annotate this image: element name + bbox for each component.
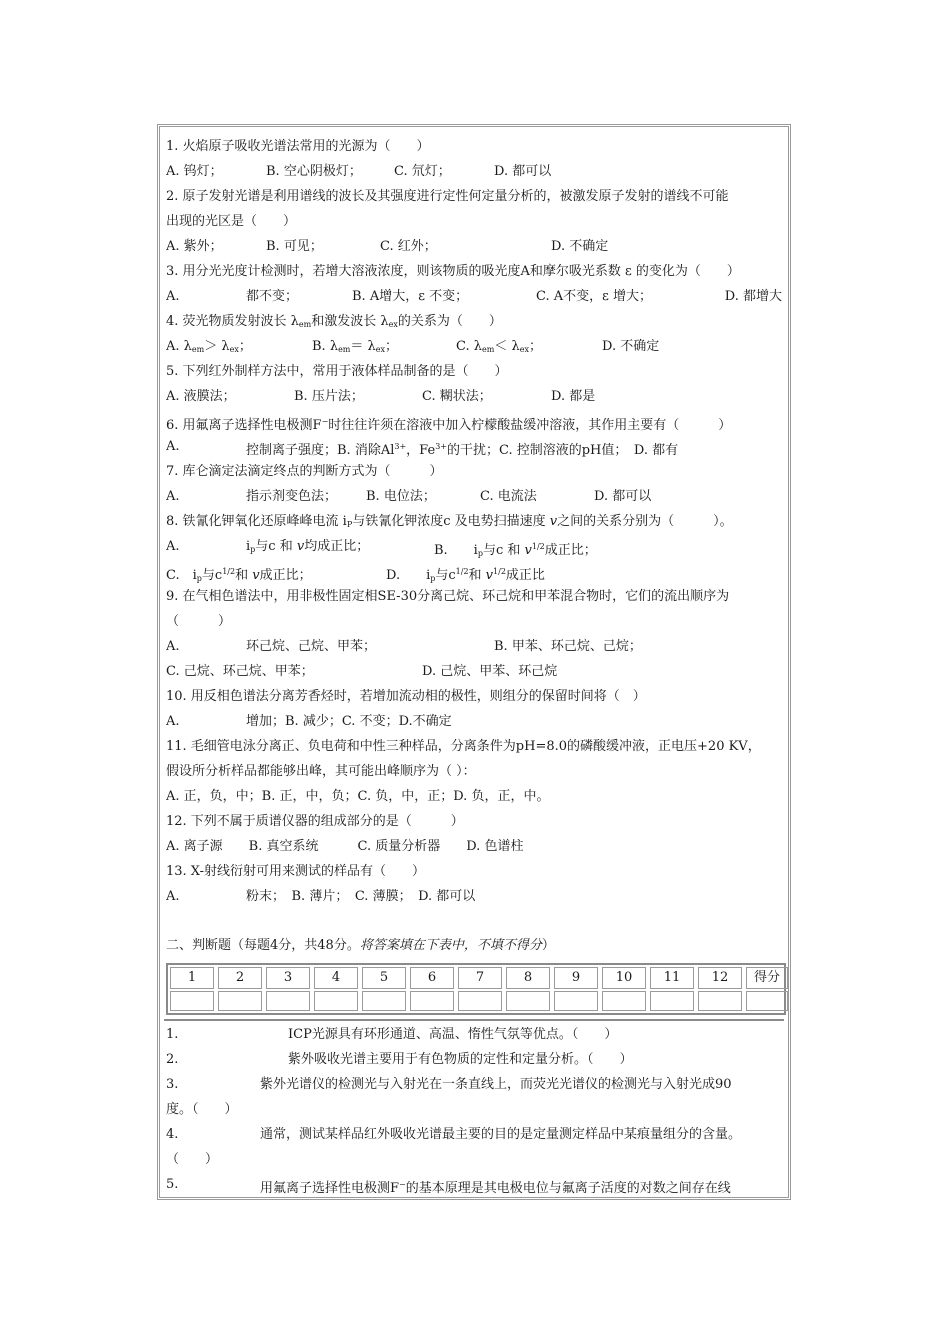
grid-answer-cell-3[interactable] [266, 991, 310, 1011]
exam-frame [157, 124, 791, 1200]
question-2-options: A. 紫外； B. 可见； C. 红外； D. 不确定 [166, 239, 609, 254]
question-5-options: A. 液膜法； B. 压片法； C. 糊状法； D. 都是 [166, 389, 596, 404]
tf-2: 2. 紫外吸收光谱主要用于有色物质的定性和定量分析。（ ） [166, 1052, 633, 1067]
grid-answer-cell-13[interactable] [746, 991, 788, 1011]
tf-5: 5. 用氟离子选择性电极测F−的基本原理是其电极电位与氟离子活度的对数之间存在线 [166, 1177, 731, 1196]
question-4-options: A. $\lambda_{em}> \lambda_{ex}$； B. $\lambda_{em}= \lambda_{ex}$； C. $\lambda_{em}< \lambda_{ex}$； D. 不确定 [166, 339, 660, 354]
grid-answer-cell-8[interactable] [506, 991, 550, 1011]
question-10: 10. 用反相色谱法分离芳香烃时，若增加流动相的极性，则组分的保留时间将（ ） [166, 689, 646, 704]
grid-header-10: 10 [602, 967, 646, 989]
grid-header-7: 7 [458, 967, 502, 989]
question-8: 8. 铁氰化钾氧化还原峰峰电流 $i_P$与铁氰化钾浓度c 及电势扫描速度 v之间的关系分别为（ ）。 [166, 514, 733, 529]
separator [164, 1019, 784, 1021]
grid-header-11: 11 [650, 967, 694, 989]
grid-answer-cell-1[interactable] [170, 991, 214, 1011]
tf-4-cont: （ ） [166, 1152, 219, 1167]
grid-header-12: 12 [698, 967, 742, 989]
question-11-options: A. 正，负，中；B. 正，中，负；C. 负，中，正；D. 负，正，中。 [166, 789, 550, 804]
grid-header-13: 得分 [746, 967, 788, 989]
question-9-options-cd: C. 己烷、环己烷、甲苯； D. 己烷、甲苯、环己烷 [166, 664, 558, 679]
question-5: 5. 下列红外制样方法中，常用于液体样品制备的是（ ） [166, 364, 508, 379]
question-4: 4. 荧光物质发射波长 $\lambda_{em}$和激发波长 $\lambda_{ex}$的关系为（ ） [166, 314, 502, 329]
question-7: 7. 库仑滴定法滴定终点的判断方式为（ ） [166, 464, 443, 479]
question-12-options: A. 离子源 B. 真空系统 C. 质量分析器 D. 色谱柱 [166, 839, 524, 854]
grid-header-9: 9 [554, 967, 598, 989]
grid-answer-cell-5[interactable] [362, 991, 406, 1011]
question-2-cont: 出现的光区是（ ） [166, 214, 297, 229]
grid-answer-cell-4[interactable] [314, 991, 358, 1011]
question-11-cont: 假设所分析样品都能够出峰，其可能出峰顺序为（ ）： [166, 764, 476, 779]
grid-answer-cell-10[interactable] [602, 991, 646, 1011]
question-8-options-ab: A. $i_p$与c 和 v均成正比； B. $i_p$与c 和 $v^{1/2}$成正比； [166, 539, 597, 558]
grid-header-8: 8 [506, 967, 550, 989]
question-9: 9. 在气相色谱法中，用非极性固定相SE-30分离己烷、环己烷和甲苯混合物时，它们的流出顺序为 [166, 589, 730, 604]
question-11: 11. 毛细管电泳分离正、负电荷和中性三种样品，分离条件为pH=8.0的磷酸缓冲液，正电压+20 KV， [166, 739, 761, 754]
question-1-options: A. 钨灯； B. 空心阴极灯； C. 氘灯； D. 都可以 [166, 164, 552, 179]
tf-3: 3. 紫外光谱仪的检测光与入射光在一条直线上，而荧光光谱仪的检测光与入射光成90 [166, 1077, 732, 1092]
grid-answer-cell-2[interactable] [218, 991, 262, 1011]
grid-header-3: 3 [266, 967, 310, 989]
section-2-heading: 二、判断题（每题4分，共48分。将答案填在下表中，不填不得分） [166, 938, 555, 953]
question-13-options: A. 粉末； B. 薄片； C. 薄膜； D. 都可以 [166, 889, 476, 904]
grid-answer-cell-12[interactable] [698, 991, 742, 1011]
grid-answer-cell-7[interactable] [458, 991, 502, 1011]
question-7-options: A. 指示剂变色法； B. 电位法； C. 电流法 D. 都可以 [166, 489, 652, 504]
question-2: 2. 原子发射光谱是利用谱线的波长及其强度进行定性何定量分析的，被激发原子发射的谱线不可能 [166, 189, 729, 204]
question-1: 1. 火焰原子吸收光谱法常用的光源为（ ） [166, 139, 430, 154]
question-8-options-cd: C. $i_p$与$c^{1/2}$和 v成正比； D. $i_p$与$c^{1/2}$和 $v^{1/2}$成正比 [166, 567, 545, 583]
question-3-options: A. 都不变； B. A增大，ε 不变； C. A不变，ε 增大； D. 都增大 [166, 289, 782, 304]
question-6: 6. 用氟离子选择性电极测F−时往往许须在溶液中加入柠檬酸盐缓冲溶液，其作用主要有（ ） [166, 417, 732, 433]
question-12: 12. 下列不属于质谱仪器的组成部分的是（ ） [166, 814, 464, 829]
question-13: 13. X-射线衍射可用来测试的样品有（ ） [166, 864, 425, 879]
grid-answer-cell-6[interactable] [410, 991, 454, 1011]
grid-header-6: 6 [410, 967, 454, 989]
question-10-options: A. 增加；B. 减少；C. 不变；D.不确定 [166, 714, 452, 729]
question-9-options-ab: A. 环己烷、己烷、甲苯； B. 甲苯、环己烷、己烷； [166, 639, 642, 654]
grid-answer-cell-11[interactable] [650, 991, 694, 1011]
tf-4: 4. 通常，测试某样品红外吸收光谱最主要的目的是定量测定样品中某痕量组分的含量。 [166, 1127, 742, 1142]
question-9-cont: （ ） [166, 614, 232, 629]
grid-header-1: 1 [170, 967, 214, 989]
tf-1: 1. ICP光源具有环形通道、高温、惰性气氛等优点。（ ） [166, 1027, 618, 1042]
answer-grid [166, 963, 786, 1015]
question-6-options: A. 控制离子强度；B. 消除$Al^{3+}$，$Fe^{3+}$的干扰；C. 控制溶液的pH值； D. 都有 [166, 439, 679, 458]
question-3: 3. 用分光光度计检测时，若增大溶液浓度，则该物质的吸光度A和摩尔吸光系数 ε 的变化为（ ） [166, 264, 740, 279]
grid-header-5: 5 [362, 967, 406, 989]
tf-3-cont: 度。（ ） [166, 1102, 238, 1117]
grid-header-2: 2 [218, 967, 262, 989]
grid-header-4: 4 [314, 967, 358, 989]
grid-answer-cell-9[interactable] [554, 991, 598, 1011]
